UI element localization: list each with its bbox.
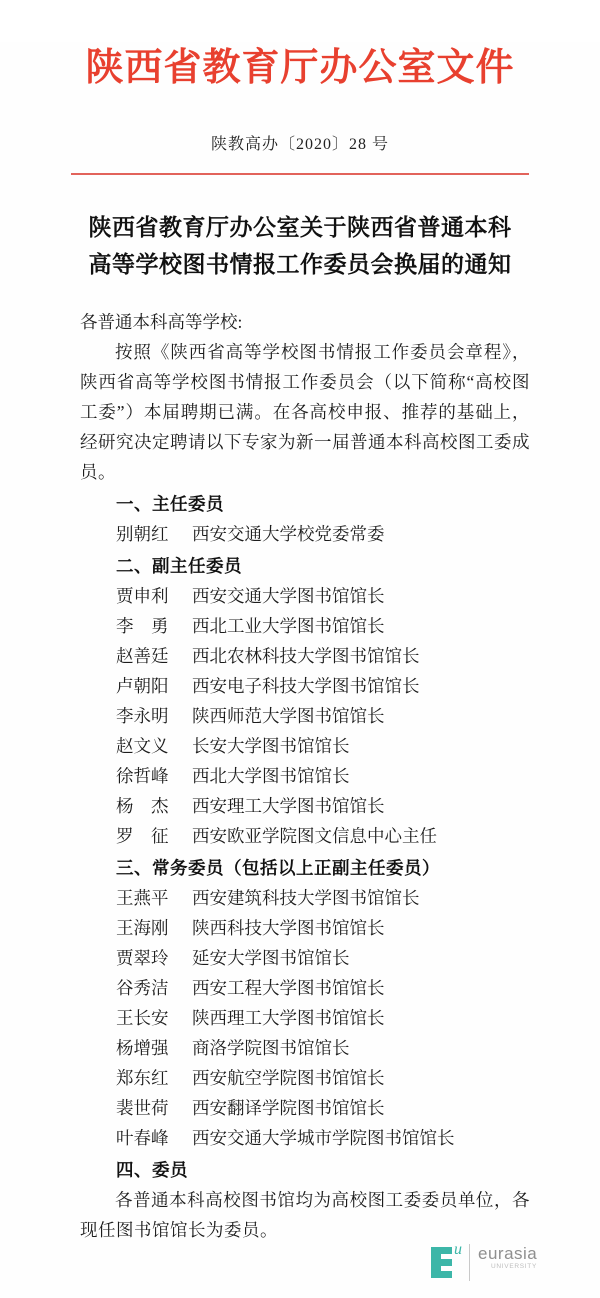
member-title: 西安航空学院图书馆馆长: [192, 1068, 385, 1088]
member-name: 叶春峰: [116, 1128, 169, 1148]
member-row: [80, 943, 530, 973]
section-heading: 一、主任委员: [116, 494, 224, 514]
document-body: [0, 307, 600, 1245]
member-title: 西安建筑科技大学图书馆馆长: [192, 888, 420, 908]
member-row: [80, 883, 530, 913]
logo-wordmark: eurasia: [478, 1244, 538, 1263]
member-name: 王燕平: [116, 888, 169, 908]
member-name: 卢朝阳: [116, 676, 169, 696]
member-name: 贾申利: [116, 586, 169, 606]
member-row: [80, 761, 530, 791]
member-name: 李 勇: [116, 616, 169, 636]
member-name: 郑东红: [116, 1068, 169, 1088]
member-name: 裴世荷: [116, 1098, 169, 1118]
member-row: [80, 1003, 530, 1033]
member-title: 西安交通大学校党委常委: [192, 524, 385, 544]
member-title: 陕西科技大学图书馆馆长: [192, 918, 385, 938]
eurasia-logo-mark-icon: [431, 1247, 452, 1278]
document-page: [0, 42, 600, 1298]
logo-text: [478, 1245, 537, 1271]
member-name: 赵文义: [116, 736, 169, 756]
letterhead-title: 陕西省教育厅办公室文件: [85, 47, 515, 89]
member-row: [80, 671, 530, 701]
member-row: [80, 641, 530, 671]
section-standing-committee: [80, 853, 530, 1153]
member-title: 陕西师范大学图书馆馆长: [192, 706, 385, 726]
member-name: 徐哲峰: [116, 766, 169, 786]
member-title: 商洛学院图书馆馆长: [192, 1038, 350, 1058]
member-name: 贾翠玲: [116, 948, 169, 968]
section-heading: 三、常务委员（包括以上正副主任委员）: [116, 858, 440, 878]
section-heading: 二、副主任委员: [116, 556, 242, 576]
member-name: 杨增强: [116, 1038, 169, 1058]
member-row: [80, 973, 530, 1003]
member-name: 赵善廷: [116, 646, 169, 666]
notice-title-line2: 高等学校图书情报工作委员会换届的通知: [88, 252, 512, 277]
member-title: 西北农林科技大学图书馆馆长: [192, 646, 420, 666]
member-title: 西安电子科技大学图书馆馆长: [192, 676, 420, 696]
member-row: [80, 581, 530, 611]
member-row: [80, 611, 530, 641]
member-row: [80, 519, 530, 549]
section-heading: 四、委员: [116, 1160, 188, 1180]
member-name: 王长安: [116, 1008, 169, 1028]
member-row: [80, 1093, 530, 1123]
member-row: [80, 731, 530, 761]
member-title: 陕西理工大学图书馆馆长: [192, 1008, 385, 1028]
eurasia-university-logo: [431, 1243, 537, 1281]
member-row: [80, 701, 530, 731]
member-row: [80, 821, 530, 851]
member-title: 西安欧亚学院图文信息中心主任: [192, 826, 437, 846]
member-name: 罗 征: [116, 826, 169, 846]
member-name: 谷秀洁: [116, 978, 169, 998]
member-name: 别朝红: [116, 524, 169, 544]
salutation: 各普通本科高等学校:: [80, 312, 243, 332]
section-chairman: [80, 489, 530, 549]
member-name: 杨 杰: [116, 796, 169, 816]
member-row: [80, 913, 530, 943]
member-title: 西安翻译学院图书馆馆长: [192, 1098, 385, 1118]
member-name: 王海刚: [116, 918, 169, 938]
member-row: [80, 791, 530, 821]
member-name: 李永明: [116, 706, 169, 726]
red-divider-line: [71, 173, 529, 175]
closing-paragraph: 各普通本科高校图书馆均为高校图工委委员单位，各现任图书馆馆长为委员。: [80, 1190, 530, 1240]
logo-divider-line: [469, 1244, 470, 1281]
member-row: [80, 1123, 530, 1153]
member-title: 长安大学图书馆馆长: [192, 736, 350, 756]
section-members: [80, 1155, 530, 1245]
logo-script-u: u: [454, 1241, 462, 1258]
member-row: [80, 1033, 530, 1063]
intro-paragraph: 按照《陕西省高等学校图书情报工作委员会章程》，陕西省高等学校图书情报工作委员会（以下简称“高校图工委”）本届聘期已满。在各高校申报、推荐的基础上，经研究决定聘请以下专家为新一届普通本科高校图工委成员。: [80, 342, 530, 482]
member-title: 西安工程大学图书馆馆长: [192, 978, 385, 998]
notice-title-line1: 陕西省教育厅办公室关于陕西省普通本科: [88, 215, 512, 240]
member-title: 西安交通大学城市学院图书馆馆长: [192, 1128, 455, 1148]
logo-subtitle: UNIVERSITY: [491, 1263, 538, 1270]
member-title: 西北工业大学图书馆馆长: [192, 616, 385, 636]
member-row: [80, 1063, 530, 1093]
member-title: 西安交通大学图书馆馆长: [192, 586, 385, 606]
notice-title: [0, 209, 600, 283]
doc-number: 陕教高办〔2020〕28 号: [210, 136, 389, 153]
member-title: 西北大学图书馆馆长: [192, 766, 350, 786]
member-title: 延安大学图书馆馆长: [192, 948, 350, 968]
section-vice-chairmen: [80, 551, 530, 851]
member-title: 西安理工大学图书馆馆长: [192, 796, 385, 816]
